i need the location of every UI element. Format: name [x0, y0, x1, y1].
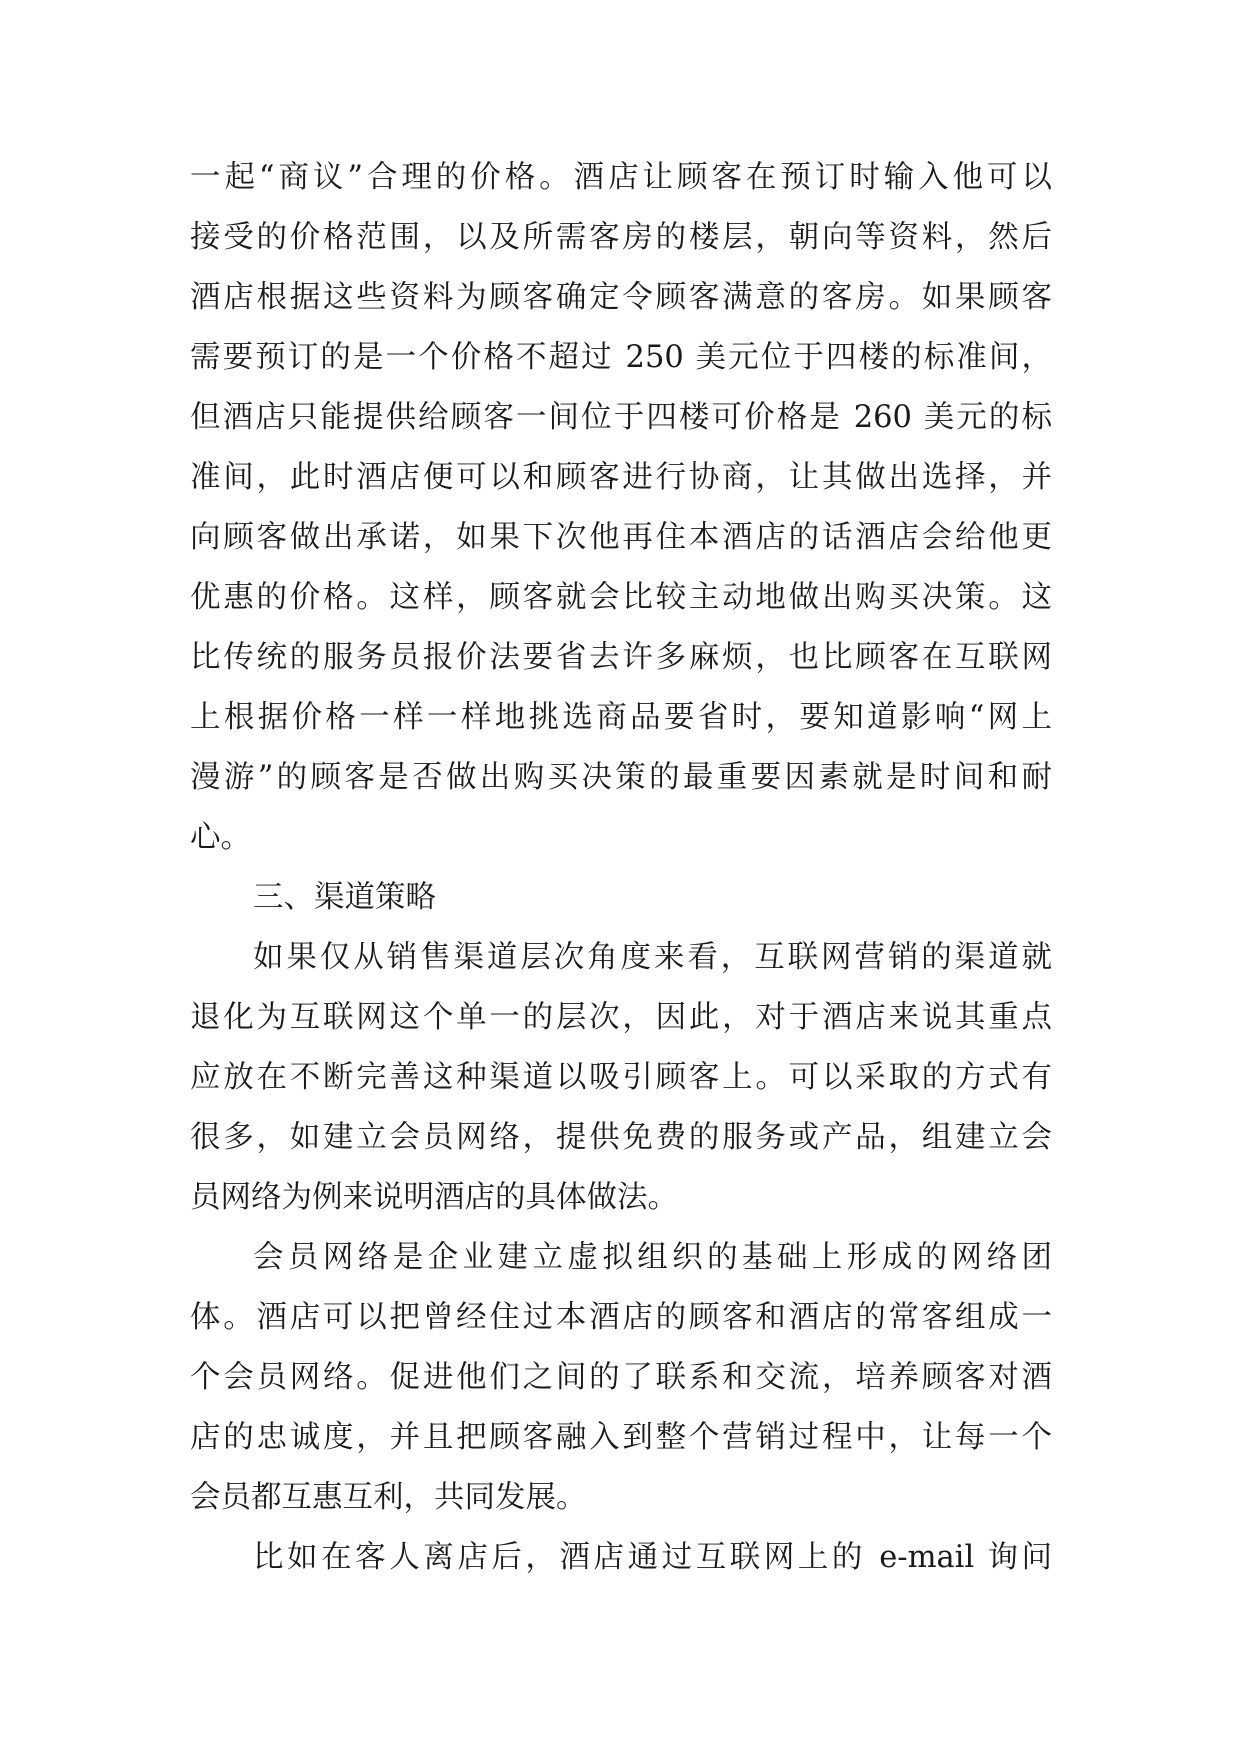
text-line: 退化为互联网这个单一的层次，因此，对于酒店来说其重点 [190, 1000, 1052, 1035]
text-line: 上根据价格一样一样地挑选商品要省时，要知道影响“网上 [190, 700, 1052, 735]
text-line: 会员网络是企业建立虚拟组织的基础上形成的网络团 [253, 1240, 1052, 1275]
paragraph-channel-strategy [190, 928, 1052, 1228]
text-line: 很多，如建立会员网络，提供免费的服务或产品，组建立会 [190, 1120, 1052, 1155]
text-line: 应放在不断完善这种渠道以吸引顾客上。可以采取的方式有 [190, 1060, 1052, 1095]
text-line: 漫游”的顾客是否做出购买决策的最重要因素就是时间和耐 [190, 760, 1052, 795]
text-line: 心。 [190, 820, 251, 855]
section-heading: 三、渠道策略 [253, 880, 436, 915]
text-line: 会员都互惠互利，共同发展。 [190, 1480, 587, 1515]
text-line: 如果仅从销售渠道层次角度来看，互联网营销的渠道就 [253, 940, 1052, 975]
text-line: 比如在客人离店后，酒店通过互联网上的 e-mail 询问 [253, 1540, 1052, 1575]
text-line: 但酒店只能提供给顾客一间位于四楼可价格是 260 美元的标 [190, 400, 1052, 435]
text-line: 店的忠诚度，并且把顾客融入到整个营销过程中，让每一个 [190, 1420, 1052, 1455]
paragraph-member-network [190, 1228, 1052, 1528]
text-line: 比传统的服务员报价法要省去许多麻烦，也比顾客在互联网 [190, 640, 1052, 675]
text-line: 酒店根据这些资料为顾客确定令顾客满意的客房。如果顾客 [190, 280, 1052, 315]
text-line: 体。酒店可以把曾经住过本酒店的顾客和酒店的常客组成一 [190, 1300, 1052, 1335]
text-line: 接受的价格范围，以及所需客房的楼层，朝向等资料，然后 [190, 220, 1052, 255]
text-line: 优惠的价格。这样，顾客就会比较主动地做出购买决策。这 [190, 580, 1052, 615]
text-line: 个会员网络。促进他们之间的了联系和交流，培养顾客对酒 [190, 1360, 1052, 1395]
text-line: 准间，此时酒店便可以和顾客进行协商，让其做出选择，并 [190, 460, 1052, 495]
document-body [190, 148, 1052, 1588]
text-line: 需要预订的是一个价格不超过 250 美元位于四楼的标准间， [190, 340, 1052, 375]
text-line: 一起“商议”合理的价格。酒店让顾客在预订时输入他可以 [190, 160, 1052, 195]
paragraph-pricing-negotiation [190, 148, 1052, 868]
text-line: 向顾客做出承诺，如果下次他再住本酒店的话酒店会给他更 [190, 520, 1052, 555]
paragraph-email-followup [190, 1528, 1052, 1588]
text-line: 员网络为例来说明酒店的具体做法。 [190, 1180, 678, 1215]
